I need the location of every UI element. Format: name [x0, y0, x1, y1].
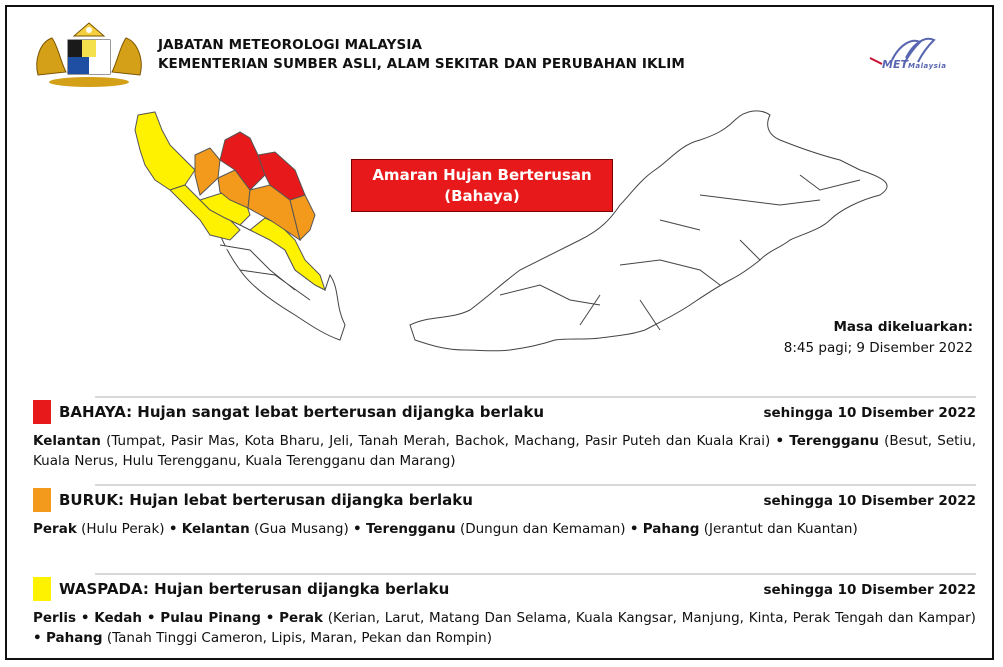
area-separator: • — [775, 433, 785, 449]
area-separator: • — [146, 610, 156, 626]
area-detail: (Jerantut dan Kuantan) — [703, 521, 858, 537]
section-divider — [95, 484, 976, 486]
area-state: Kedah — [94, 610, 143, 626]
borneo-map — [410, 111, 887, 351]
crest-icon — [30, 20, 148, 90]
section-areas — [33, 519, 976, 539]
area-state: Kelantan — [33, 433, 101, 449]
bahaya-swatch — [33, 400, 51, 424]
header-line-2: KEMENTERIAN SUMBER ASLI, ALAM SEKITAR DAN PERUBAHAN IKLIM — [158, 56, 685, 72]
section-until: sehingga 10 Disember 2022 — [763, 493, 976, 509]
malaysia-map — [100, 100, 900, 360]
section-title: BURUK: Hujan lebat berterusan dijangka berlaku — [59, 491, 473, 509]
area-state: Perak — [279, 610, 323, 626]
section-divider — [95, 573, 976, 575]
section-title: WASPADA: Hujan berterusan dijangka berlaku — [59, 580, 450, 598]
section-until: sehingga 10 Disember 2022 — [763, 582, 976, 598]
area-state: Perak — [33, 521, 77, 537]
met-logo-text — [882, 58, 946, 71]
area-separator: • — [353, 521, 362, 537]
issued-info — [784, 317, 973, 359]
met-logo-icon — [862, 34, 974, 80]
met-logo-sub: Malaysia — [907, 62, 947, 70]
waspada-swatch — [33, 577, 51, 601]
area-separator: • — [629, 521, 639, 537]
area-separator: • — [80, 610, 90, 626]
header-line-1: JABATAN METEOROLOGI MALAYSIA — [158, 37, 423, 53]
area-state: Pahang — [45, 630, 103, 646]
area-separator: • — [33, 630, 42, 646]
area-state: Terengganu — [789, 433, 879, 449]
header-title — [158, 36, 685, 74]
area-detail: (Hulu Perak) — [81, 521, 165, 537]
area-separator: • — [265, 610, 275, 626]
area-detail: (Dungun dan Kemaman) — [459, 521, 626, 537]
area-state: Kelantan — [181, 521, 250, 537]
area-detail: (Gua Musang) — [253, 521, 349, 537]
buruk-swatch — [33, 488, 51, 512]
warning-title-line-1: Amaran Hujan Berterusan — [372, 166, 592, 184]
area-separator: • — [168, 521, 178, 537]
issued-time: 8:45 pagi; 9 Disember 2022 — [783, 340, 973, 356]
issued-label: Masa dikeluarkan: — [833, 319, 973, 335]
warning-title-line-2: (Bahaya) — [444, 187, 520, 205]
section-until: sehingga 10 Disember 2022 — [763, 405, 976, 421]
met-logo-main: MET — [882, 58, 908, 71]
area-state: Pahang — [642, 521, 700, 537]
warning-box — [351, 159, 613, 212]
area-state: Perlis — [33, 610, 76, 626]
section-areas — [33, 431, 976, 471]
section-title: BAHAYA: Hujan sangat lebat berterusan dijangka berlaku — [59, 403, 545, 421]
area-detail: (Tumpat, Pasir Mas, Kota Bharu, Jeli, Tanah Merah, Bachok, Machang, Pasir Puteh dan Kuala Krai) — [106, 433, 771, 449]
area-detail: (Besut, Setiu, Kuala Nerus, Hulu Terengganu, Kuala Terengganu dan Marang) — [33, 433, 977, 469]
area-state: Pulau Pinang — [160, 610, 261, 626]
area-detail: (Tanah Tinggi Cameron, Lipis, Maran, Pekan dan Rompin) — [106, 630, 493, 646]
area-state: Terengganu — [365, 521, 456, 537]
section-divider — [95, 396, 976, 398]
area-detail: (Kerian, Larut, Matang Dan Selama, Kuala Kangsar, Manjung, Kinta, Perak Tengah dan Kampar) — [327, 610, 976, 626]
section-areas — [33, 608, 976, 648]
